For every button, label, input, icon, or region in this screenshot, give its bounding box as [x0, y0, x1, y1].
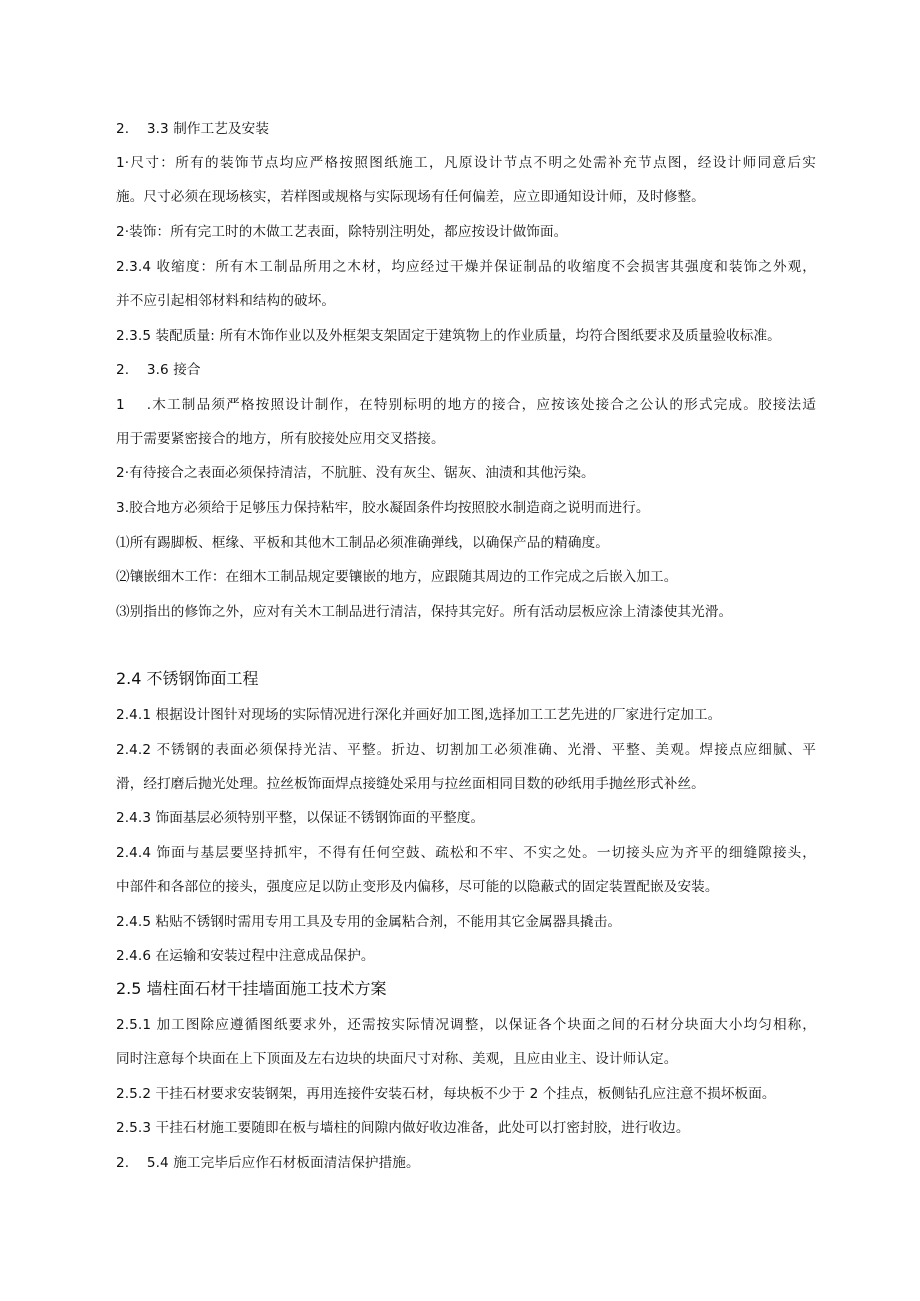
paragraph-2-4-4-line-2: 中部件和各部位的接头，强度应足以防止变形及内偏移，尽可能的以隐蔽式的固定装置配嵌及安装。 — [116, 879, 719, 895]
paragraph-2-3-4-line-1: 2.3.4 收缩度：所有木工制品所用之木材，均应经过干燥并保证制品的收缩度不会损害其强度和装饰之外观， — [116, 259, 816, 275]
sub-item-2: ⑵镶嵌细木工作：在细木工制品规定要镶嵌的地方，应跟随其周边的工作完成之后嵌入加工。 — [116, 569, 678, 585]
paragraph-2-5-4: 2. 5.4 施工完毕后应作石材板面清洁保护措施。 — [116, 1155, 420, 1171]
joint-item-1-line-2: 用于需要紧密接合的地方，所有胶接处应用交叉搭接。 — [116, 431, 445, 447]
joint-item-1-line-1: 1 .木工制品须严格按照设计制作，在特别标明的地方的接合，应按该处接合之公认的形式完成。胶接法适 — [116, 397, 816, 413]
paragraph-2-4-3: 2.4.3 饰面基层必须特别平整，以保证不锈钢饰面的平整度。 — [116, 810, 485, 826]
paragraph-1-line-2: 施。尺寸必须在现场核实，若样图或规格与实际现场有任何偏差，应立即通知设计师，及时修整。 — [116, 189, 705, 205]
sub-item-1: ⑴所有踢脚板、框缘、平板和其他木工制品必须准确弹线，以确保产品的精确度。 — [116, 535, 609, 551]
paragraph-1-line-1: 1·尺寸：所有的装饰节点均应严格按照图纸施工，凡原设计节点不明之处需补充节点图，经设计师同意后实 — [116, 155, 816, 171]
paragraph-2: 2·装饰：所有完工时的木做工艺表面，除特别注明处，都应按设计做饰面。 — [116, 224, 568, 240]
paragraph-2-4-2-line-1: 2.4.2 不锈钢的表面必须保持光洁、平整。折边、切割加工必须准确、光滑、平整、美观。焊接点应细腻、平 — [116, 742, 816, 758]
paragraph-2-5-1-line-2: 同时注意每个块面在上下顶面及左右边块的块面尺寸对称、美观，且应由业主、设计师认定。 — [116, 1051, 678, 1067]
paragraph-2-4-6: 2.4.6 在运输和安装过程中注意成品保护。 — [116, 948, 375, 964]
heading-2-4: 2.4 不锈钢饰面工程 — [116, 669, 259, 688]
paragraph-2-5-1-line-1: 2.5.1 加工图除应遵循图纸要求外，还需按实际情况调整，以保证各个块面之间的石材分块面大小均匀相称， — [116, 1017, 816, 1033]
section-2-3-6-title: 2. 3.6 接合 — [116, 362, 201, 378]
paragraph-2-4-1: 2.4.1 根据设计图针对现场的实际情况进行深化并画好加工图,选择加工工艺先进的厂家进行定加工。 — [116, 707, 722, 723]
sub-item-3: ⑶别指出的修饰之外，应对有关木工制品进行清洁，保持其完好。所有活动层板应涂上清漆使其光滑。 — [116, 604, 733, 620]
paragraph-2-3-5: 2.3.5 装配质量: 所有木饰作业以及外框架支架固定于建筑物上的作业质量，均符合图纸要求及质量验收标准。 — [116, 328, 781, 344]
section-2-3-3-title: 2. 3.3 制作工艺及安装 — [116, 121, 270, 137]
heading-2-5: 2.5 墙柱面石材干挂墙面施工技术方案 — [116, 979, 387, 998]
paragraph-2-5-3: 2.5.3 干挂石材施工要随即在板与墙柱的间隙内做好收边准备，此处可以打密封胶，进行收边。 — [116, 1120, 690, 1136]
joint-item-3: 3.胶合地方必须给于足够压力保持粘牢，胶水凝固条件均按照胶水制造商之说明而进行。 — [116, 500, 650, 516]
paragraph-2-4-5: 2.4.5 粘贴不锈钢时需用专用工具及专用的金属粘合剂，不能用其它金属器具撬击。 — [116, 914, 622, 930]
paragraph-2-3-4-line-2: 并不应引起相邻材料和结构的破坏。 — [116, 293, 336, 309]
paragraph-2-4-4-line-1: 2.4.4 饰面与基层要坚持抓牢，不得有任何空鼓、疏松和不牢、不实之处。一切接头应为齐平的细缝隙接头， — [116, 845, 816, 861]
paragraph-2-5-2: 2.5.2 干挂石材要求安装钢架，再用连接件安装石材，每块板不少于 2 个挂点，板侧钻孔应注意不损坏板面。 — [116, 1086, 776, 1102]
paragraph-2-4-2-line-2: 滑，经打磨后抛光处理。拉丝板饰面焊点接缝处采用与拉丝面相同目数的砂纸用手抛丝形式补丝。 — [116, 776, 705, 792]
joint-item-2: 2·有待接合之表面必须保持清洁，不肮脏、没有灰尘、锯灰、油渍和其他污染。 — [116, 465, 595, 481]
